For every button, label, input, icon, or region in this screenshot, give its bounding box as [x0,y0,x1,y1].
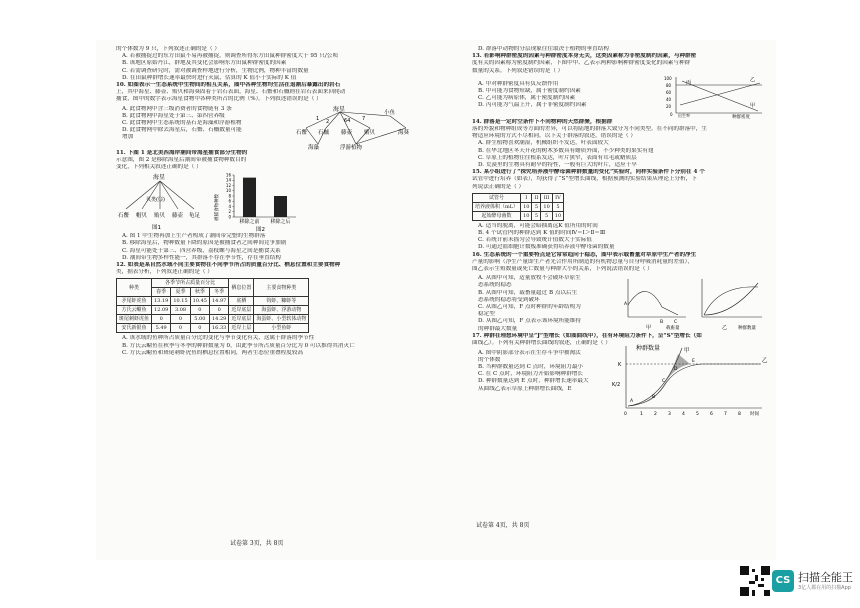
tick-label: 0 [670,111,673,117]
text-line: 产量的影响（净生产量即生产者光合作用所制造的有机物总量与自身呼吸消耗量的差值）， [472,258,693,265]
tick-label: 80 [666,82,672,88]
option-c: C. 从图乙可知，F 点时种群的年龄结构为 [478,304,581,311]
q16-figures [622,275,772,331]
option-b: B. 方氏云鳚鱼在秋季与冬季的种群数量为 0，由此季节所占质量百分比为 0 可以推得其消灭亡 [122,342,355,349]
question-13: 13. 若影响种群密度的因素与种群密度本身无关，这类因素称为非密度制约因素，与种群密 [472,53,697,60]
axis-label: 时间 [750,411,759,417]
brand-subtitle: 3亿人都在用的扫描App [798,585,851,591]
option-b: B. 甲可能为食物短缺，属于密度制约因素 [478,88,581,95]
fish-table [116,278,309,333]
q13-density-chart [662,75,772,119]
text-line: 图乙表示生殖数量或死亡数量与种群大小的关系，下列说法错误的是（ ） [472,266,653,273]
option-c: C. 方氏云鳚鱼和斑尾刺虾虎鱼的栖息位置相同，两者生态位重叠程度较高 [122,349,304,356]
q17-growth-chart [612,342,772,418]
k-label: K [618,361,622,368]
option-b: B. 移除海星后，物种数量下降的原因是被捕食者之间种间竞争加剧 [122,240,287,247]
question-12: 12. 如表是某自然水域不同主要食物在不同季节所占的质量百分比、栖息位置和主要食物种 [116,262,341,269]
fig2-caption: 图2 [256,227,265,234]
option-c: C. 乙可能为病原体，属于密度制约因素 [478,95,576,102]
text-line: 上，其中海星、藤壶、贻贝和海葵固着于岩石表面，海星、石鳖和石槭则在岩石表面来回爬动 [116,89,346,96]
bar [274,196,287,217]
tick-label: 20 [666,103,672,109]
brand-title: 扫描全能王 [798,571,853,584]
option-b: B. 当种群数量达到 C 点时，环境阻力最小 [478,364,584,371]
yeast-table: 试管号 I II III IV 培养液体积（mL） 10 5 10 5 起始酵母菌数 10 5 5 10 [472,193,564,221]
question-11: 11. 下图 1 是北美西海岸潮间带海星捕食部分生物的 [116,149,248,156]
y-tick-label: 2 [228,209,231,215]
fig1-item: 龟足 [189,213,201,220]
fig1-item: 石鳖 [118,213,130,220]
web-node: 贻贝 [364,129,376,136]
option-c: C. 在 C 点时，环境阻力开始影响种群增长 [478,371,583,378]
option-c: C. 草原上的植物往往根系发达，叶片狭窄，表面有茸毛或蜡质层 [478,154,637,161]
option-d-cont: 从曲线乙表示草原上种群增长曲线，E [478,385,572,392]
fig1-item: 藤壶 [172,213,184,220]
fig1-mid: 贝类(鬃) [146,197,165,204]
table-row: 起始酵母菌数 10 5 5 10 [473,211,564,220]
curve-label: 甲 [750,102,756,109]
text-line: A. 若被捕捉过的东方田鼠不易再被捕捉，则调查所得东方田鼠种群密度大于 95 只/公顷 [122,53,338,60]
table-row: 安氏新银鱼 5.49 0 0 16.33 近岸上层 小型鱼虾 [117,324,309,333]
option-c-cont: 稳定型 [478,311,495,318]
text-line: B. 该地区原始丹江，群地及其变化会影响东方田鼠种群密度的因素 [122,60,287,67]
tick-label: 0 [624,411,627,417]
web-node: 石鳖 [296,129,308,136]
option-a: A. 群生植物喜欢潮湿，机械组织不发达，叶表面较大 [478,140,609,147]
right-column [472,46,787,418]
option-c: C. 此食物网中生态系统的基石是海藻和浮游植物 [122,120,242,127]
option-a: A. 甲对种群密度具有负反馈作用 [478,80,559,87]
fig1-item: 贻贝 [154,213,166,220]
qr-code-icon [740,566,770,596]
tick-label: 3 [668,411,671,417]
question-14: 14. 群落是一定时空条件下不同物种的天然群聚，根据群 [472,118,613,125]
axis-label: 出生率 [678,112,690,118]
tick-label: 5 [696,411,699,417]
option-b: B. 此食物网中海星处于第三、第四营养级 [122,112,225,119]
option-b: B. 4 个试管内的种群达到 K 值的时间Ⅳ＝Ⅰ＞Ⅱ＝Ⅲ [478,230,606,237]
text-line: 类，据表分析，下列叙述正确的是（ ） [116,269,213,276]
tick-label: 4 [682,411,685,417]
web-number: 64 [344,117,351,124]
food-web-diagram [278,104,428,150]
option-a: A. 适当的脱离，可能会暗抽离远K 值所用的时间 [478,222,598,229]
option-a: A. 此食物网中含三级消费者的食物链有 3 条 [122,105,232,112]
tick-label: 100 [664,75,672,81]
text-line: 度有关的因素称为密度制约因素，下图中甲、乙表示两种影响种群密度变化的因素与种群 [472,60,691,67]
option-b: B. 在华北地区冬天开花的树木多数具有蜡质外面，不少种类的果实有翅 [478,147,654,154]
text-line: 列说法正确的是（ ） [472,183,525,190]
option-d: D. 种群数量达到 E 点时，种群增长速率最大 [478,378,589,385]
curve-label: 乙 [762,357,768,364]
table-header: 各季节所占质量百分比 [152,279,229,288]
page-footer-left: 试卷第 3页，共 8页 [230,540,284,547]
option-c: C. 海星可能处于第三、四营养级，荔枝螺与海星之间是捕食关系 [122,247,281,254]
table-header: 夏季 [171,288,190,297]
question-17: 17. 种群在理想环境中呈“J”型增长（如图曲线甲），在有环境阻力条件下，呈“S”型增长（如 [472,333,702,340]
q11-figures [116,171,431,233]
x-tick-label: 移除之后 [270,219,291,226]
k2-label: K/2 [612,381,621,388]
text-line: 曲线乙）。下列有关种群增长曲线的叙述，正确的是（ ） [472,340,611,347]
tick-label: 8 [738,411,741,417]
option-a: A. 图中阴影部分表示在生存斗争中被淘汰 [478,349,581,356]
point-label: B [652,394,656,400]
text-line: 数量的关系。下列叙述错误的是（ ） [472,67,564,74]
web-node: 藤壶 [341,129,353,136]
curve-label: 甲 [684,347,690,354]
y-tick-label: 12 [225,183,231,189]
point-label: D [674,366,678,372]
question-10: 10. 如图表示一生态系统中生物间的相互关系，图中各种生物均生活在退潮后暴露出的岩石 [116,82,341,89]
web-node: 石槭 [318,129,330,136]
y-tick-label: 14 [225,177,231,183]
option-a-cont: 态系统的稳态 [478,282,512,289]
web-node: 海藻 [308,144,320,150]
option-a-cont: 的个体数 [478,356,501,363]
bar [243,178,256,217]
curve-label: 乙 [750,76,756,83]
option-b: B. 从图甲可知，载畜量超过 B 点以后生 [478,289,578,296]
text-line: C. 若需调查研究时，需对被调查样地进行分析，生物比例，物种丰富的数量 [122,67,309,74]
table-header: 主要食物种类 [254,279,309,297]
q10-block [116,104,431,150]
page-footer-right: 试卷第 4页，共 8页 [476,522,530,529]
option-d: D. 群落中动物的分层现象往往取决于植物的垂直结构 [478,46,609,52]
left-column [116,46,431,357]
option-b-cont: 态系统的稳态将受到破坏 [478,296,540,303]
web-number: 2 [326,118,330,125]
text-line: 捕食，图中的数字表示海星食物中各种类所占的比例（%）。下列叙述错误的是（ ） [116,96,322,103]
text-line: 落的外貌和物种组成等方面的差异，可以将陆地的群落大致分为不同类型。在不同的群落中，生 [472,126,707,133]
tick-label: 2 [654,411,657,417]
x-tick-label: 移除之前 [239,219,260,226]
table-header: 秋季 [190,288,209,297]
tick-label: 7 [724,411,727,417]
mark-label: C [674,320,678,326]
axis-label: 种群密度 [732,114,750,119]
web-number: 1 [316,115,320,122]
table-row: 方氏云鳚鱼 12.09 3.08 0 0 近岸底层 海蛋虾、浮游动物 [117,306,309,315]
web-node: 小鱼 [384,109,396,116]
fig1-node: 海星 [153,174,166,182]
web-node: 海葵 [398,129,410,136]
option-d: D. 可通过血细胞计数板准确获得培养液中酵母菌的数量 [478,244,615,251]
y-tick-label: 6 [228,198,231,204]
tick-label: 1 [640,411,643,417]
y-tick-label: 16 [225,172,231,178]
mark-label: A [624,302,628,308]
axis-label: 种群数量 [738,326,756,332]
text-line: 试管中进行培养（如表），均获得了“S”型增长曲线，根据预测的实验结果从理论上分析，下 [472,176,697,183]
q16-block [472,273,787,333]
text-line: 变化，下列相关叙述正确的是（ ） [116,164,202,171]
figure-caption: 甲 [646,325,652,332]
point-label: C [662,378,666,384]
table-row: 斑尾刺虾虎鱼 0 0 5.00 14.29 近岸底层 海蛋虾、小型软体动物 [117,315,309,324]
y-tick-label: 4 [228,204,231,210]
axis-label: 载畜量 [666,326,680,332]
text-line: 的个体数为 9 只，下列叙述正确的是（ ） [116,46,220,52]
fig2-ylabel: 被捕食物种数 [215,194,220,222]
tick-label: 6 [710,411,713,417]
option-d: D. 丙可能为气温上升，属于非密度制约因素 [478,102,587,109]
fig1-predation-diagram [116,171,206,233]
option-c: C. 若统计前未摇匀会导致统计值数大于实际值 [478,237,592,244]
figure-caption: 乙 [722,325,728,332]
table-row: 培养液体积（mL） 10 5 10 5 [473,202,564,211]
table-header: 冬季 [210,288,229,297]
point-label: A [630,398,634,404]
table-header: 春季 [152,288,171,297]
option-a: A. 该水域的鱼种所占质量百分比的变化与季节变化有关，这属于群落的季节性 [122,335,315,342]
text-line: 物适应环境的方式不尽相同。以下关于群落的叙述，错误的是（ ） [472,133,636,140]
table-header: 种类 [117,279,152,297]
question-15: 15. 某小组进行了“探究培养液中酵母菌种群数量的变化”实验时，同样实验条件下分别在 4 个 [472,169,705,176]
curve-label: 丙 [686,79,692,86]
web-node: 浮游植物 [340,144,363,150]
option-d: D. 此食物网中除去海星后，石鳖、石槭数量可能 [122,127,242,134]
table-row: 矛尾虾虎鱼 13.19 10.15 10.45 14.97 底栖 钩虾、糠虾等 [117,297,309,306]
text-line: D. 在田鼠种群增长速率最快时进行灭鼠，估算的 K 值小于实际的 K 值 [122,74,297,81]
fig2-bar-chart [212,171,302,233]
question-16: 16. 生态系统的一个重要特点是它常常趋向于稳态，图甲表示载畜量对草原中生产者的净生 [472,251,697,258]
fig1-item: 帽贝 [136,213,148,220]
web-number: 7 [362,115,366,122]
q17-block [472,344,787,418]
y-tick-label: 10 [225,188,231,194]
camscanner-logo: CS [772,570,794,592]
q13-block [472,75,787,119]
chart-title: 种群数量 [636,344,661,352]
table-header: 栖息位置 [229,279,254,297]
option-d: D. 从图乙可知，F 点表示该环境所能维持 [478,318,582,325]
y-tick-label: 8 [228,193,231,199]
point-label: E [692,358,695,364]
text-line: 示意图，图 2 是移除海星后潮间带被捕食物种数目的 [116,156,247,163]
option-a: A. 图 1 中生物再加上生产者构成了潮间带完整的生物群落 [122,233,266,240]
option-d: D. 潮间带生物多样性能一，其群落不存在季节性，存在垂直结构 [122,254,281,261]
y-tick-label: 0 [228,214,231,220]
tick-label: 40 [666,96,672,102]
option-d-cont: 增加 [122,134,134,141]
web-node: 海星 [333,105,346,113]
option-a: A. 从图甲可知，适量放牧不会破坏草原生 [478,275,581,282]
fig1-caption: 图1 [152,225,161,232]
tick-label: 60 [666,89,672,95]
mark-label: B [660,320,664,326]
option-d: D. 荒漠里的生物具有耐旱的特性，一般有巨大的叶片，适应干旱 [478,162,637,169]
option-d-cont: 的种群最大数量 [478,325,518,332]
